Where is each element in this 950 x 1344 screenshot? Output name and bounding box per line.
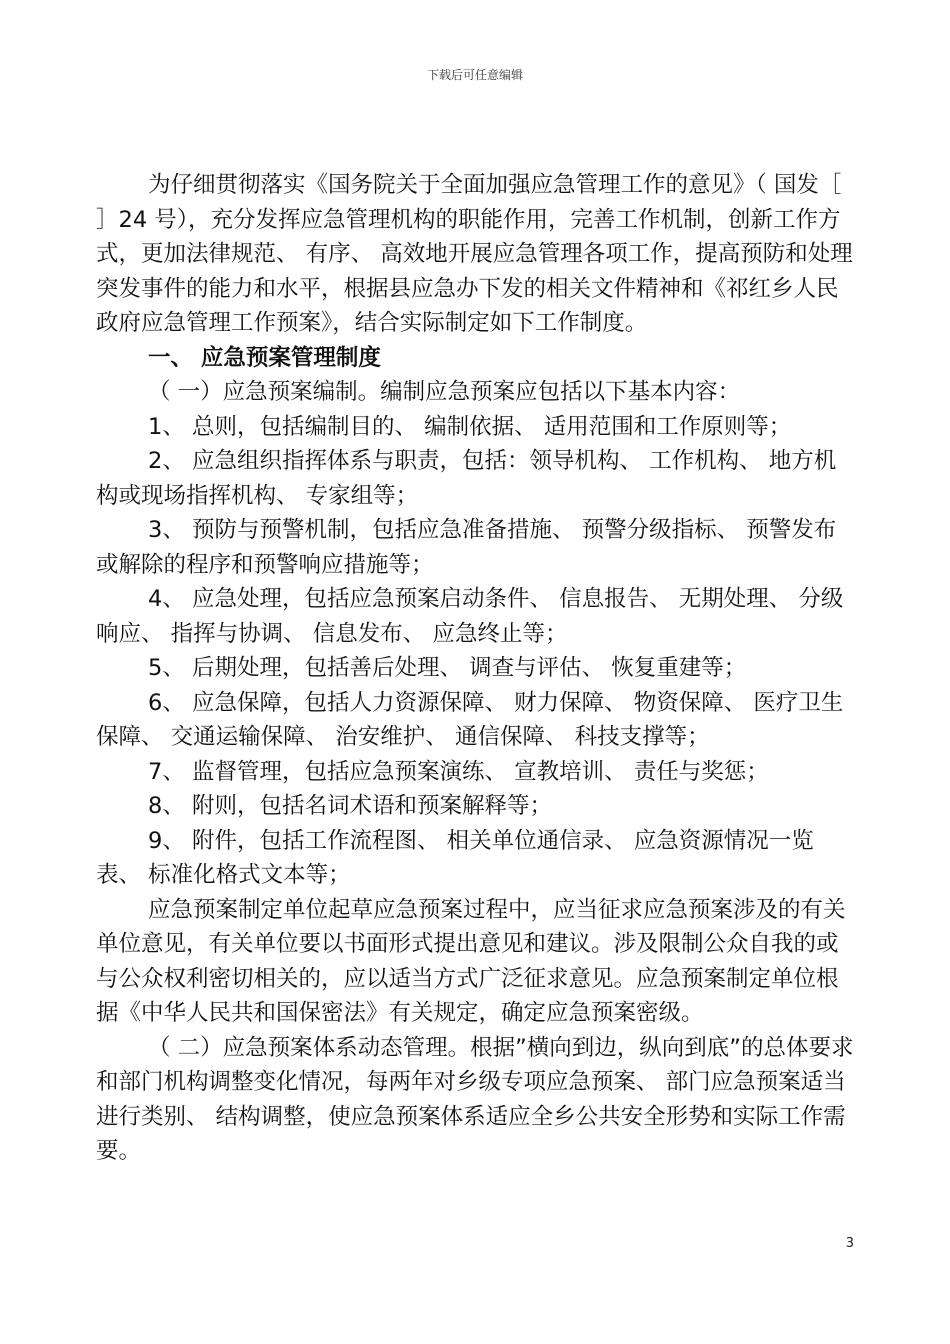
list-item: 6、 应急保障，包括人力资源保障、 财力保障、 物资保障、 医疗卫生保障、 交通运输保障、 治安维护、 通信保障、 科技支撑等； <box>96 689 844 750</box>
list-item: 3、 预防与预警机制，包括应急准备措施、 预警分级指标、 预警发布或解除的程序和预警响应措施等； <box>96 517 837 578</box>
subsection-heading-2: （ 二）应急预案体系动态管理。根据”横向到边，纵向到底”的总体要求和部门机构调整变化情况，每两年对乡级专项应急预案、 部门应急预案适当进行类别、 结构调整，使应急预案体系适应全乡公共安全形势和实际工作需要。 <box>96 1034 854 1164</box>
section-heading: 一、 应急预案管理制度 <box>148 344 381 371</box>
list-item: 5、 后期处理，包括善后处理、 调查与评估、 恢复重建等； <box>148 655 747 681</box>
drafting-paragraph: 应急预案制定单位起草应急预案过程中，应当征求应急预案涉及的有关单位意见，有关单位要以书面形式提出意见和建议。涉及限制公众自我的或与公众权利密切相关的，应以适当方式广泛征求意见。应急预案制定单位根据《中华人民共和国保密法》有关规定，确定应急预案密级。 <box>96 896 846 1026</box>
intro-paragraph: 为仔细贯彻落实《国务院关于全面加强应急管理工作的意见》（ 国发［ ］24 号），充分发挥应急管理机构的职能作用，完善工作机制，创新工作方式，更加法律规范、 有序、 高效地开展应急管理各项工作，提高预防和处理突发事件的能力和水平，根据县应急办下发的相关文件精神和《祁红乡人民政府应急管理工作预案》，结合实际制定如下工作制度。 <box>96 172 853 336</box>
list-item: 4、 应急处理，包括应急预案启动条件、 信息报告、 无期处理、 分级响应、 指挥与协调、 信息发布、 应急终止等； <box>96 586 844 647</box>
document-body <box>96 168 856 1169</box>
subsection-heading-1: （ 一）应急预案编制。编制应急预案应包括以下基本内容： <box>148 379 741 405</box>
list-item: 9、 附件，包括工作流程图、 相关单位通信录、 应急资源情况一览表、 标准化格式文本等； <box>96 827 814 888</box>
list-item: 8、 附则，包括名词术语和预案解释等； <box>148 793 552 819</box>
page-header: 下载后可任意编辑 <box>426 68 523 82</box>
list-item: 2、 应急组织指挥体系与职责，包括：领导机构、 工作机构、 地方机构或现场指挥机构、 专家组等； <box>96 448 837 509</box>
list-item: 7、 监督管理，包括应急预案演练、 宣教培训、 责任与奖惩； <box>148 758 769 785</box>
list-item: 1、 总则，包括编制目的、 编制依据、 适用范围和工作原则等； <box>148 413 792 440</box>
page-number: 3 <box>845 1236 854 1251</box>
